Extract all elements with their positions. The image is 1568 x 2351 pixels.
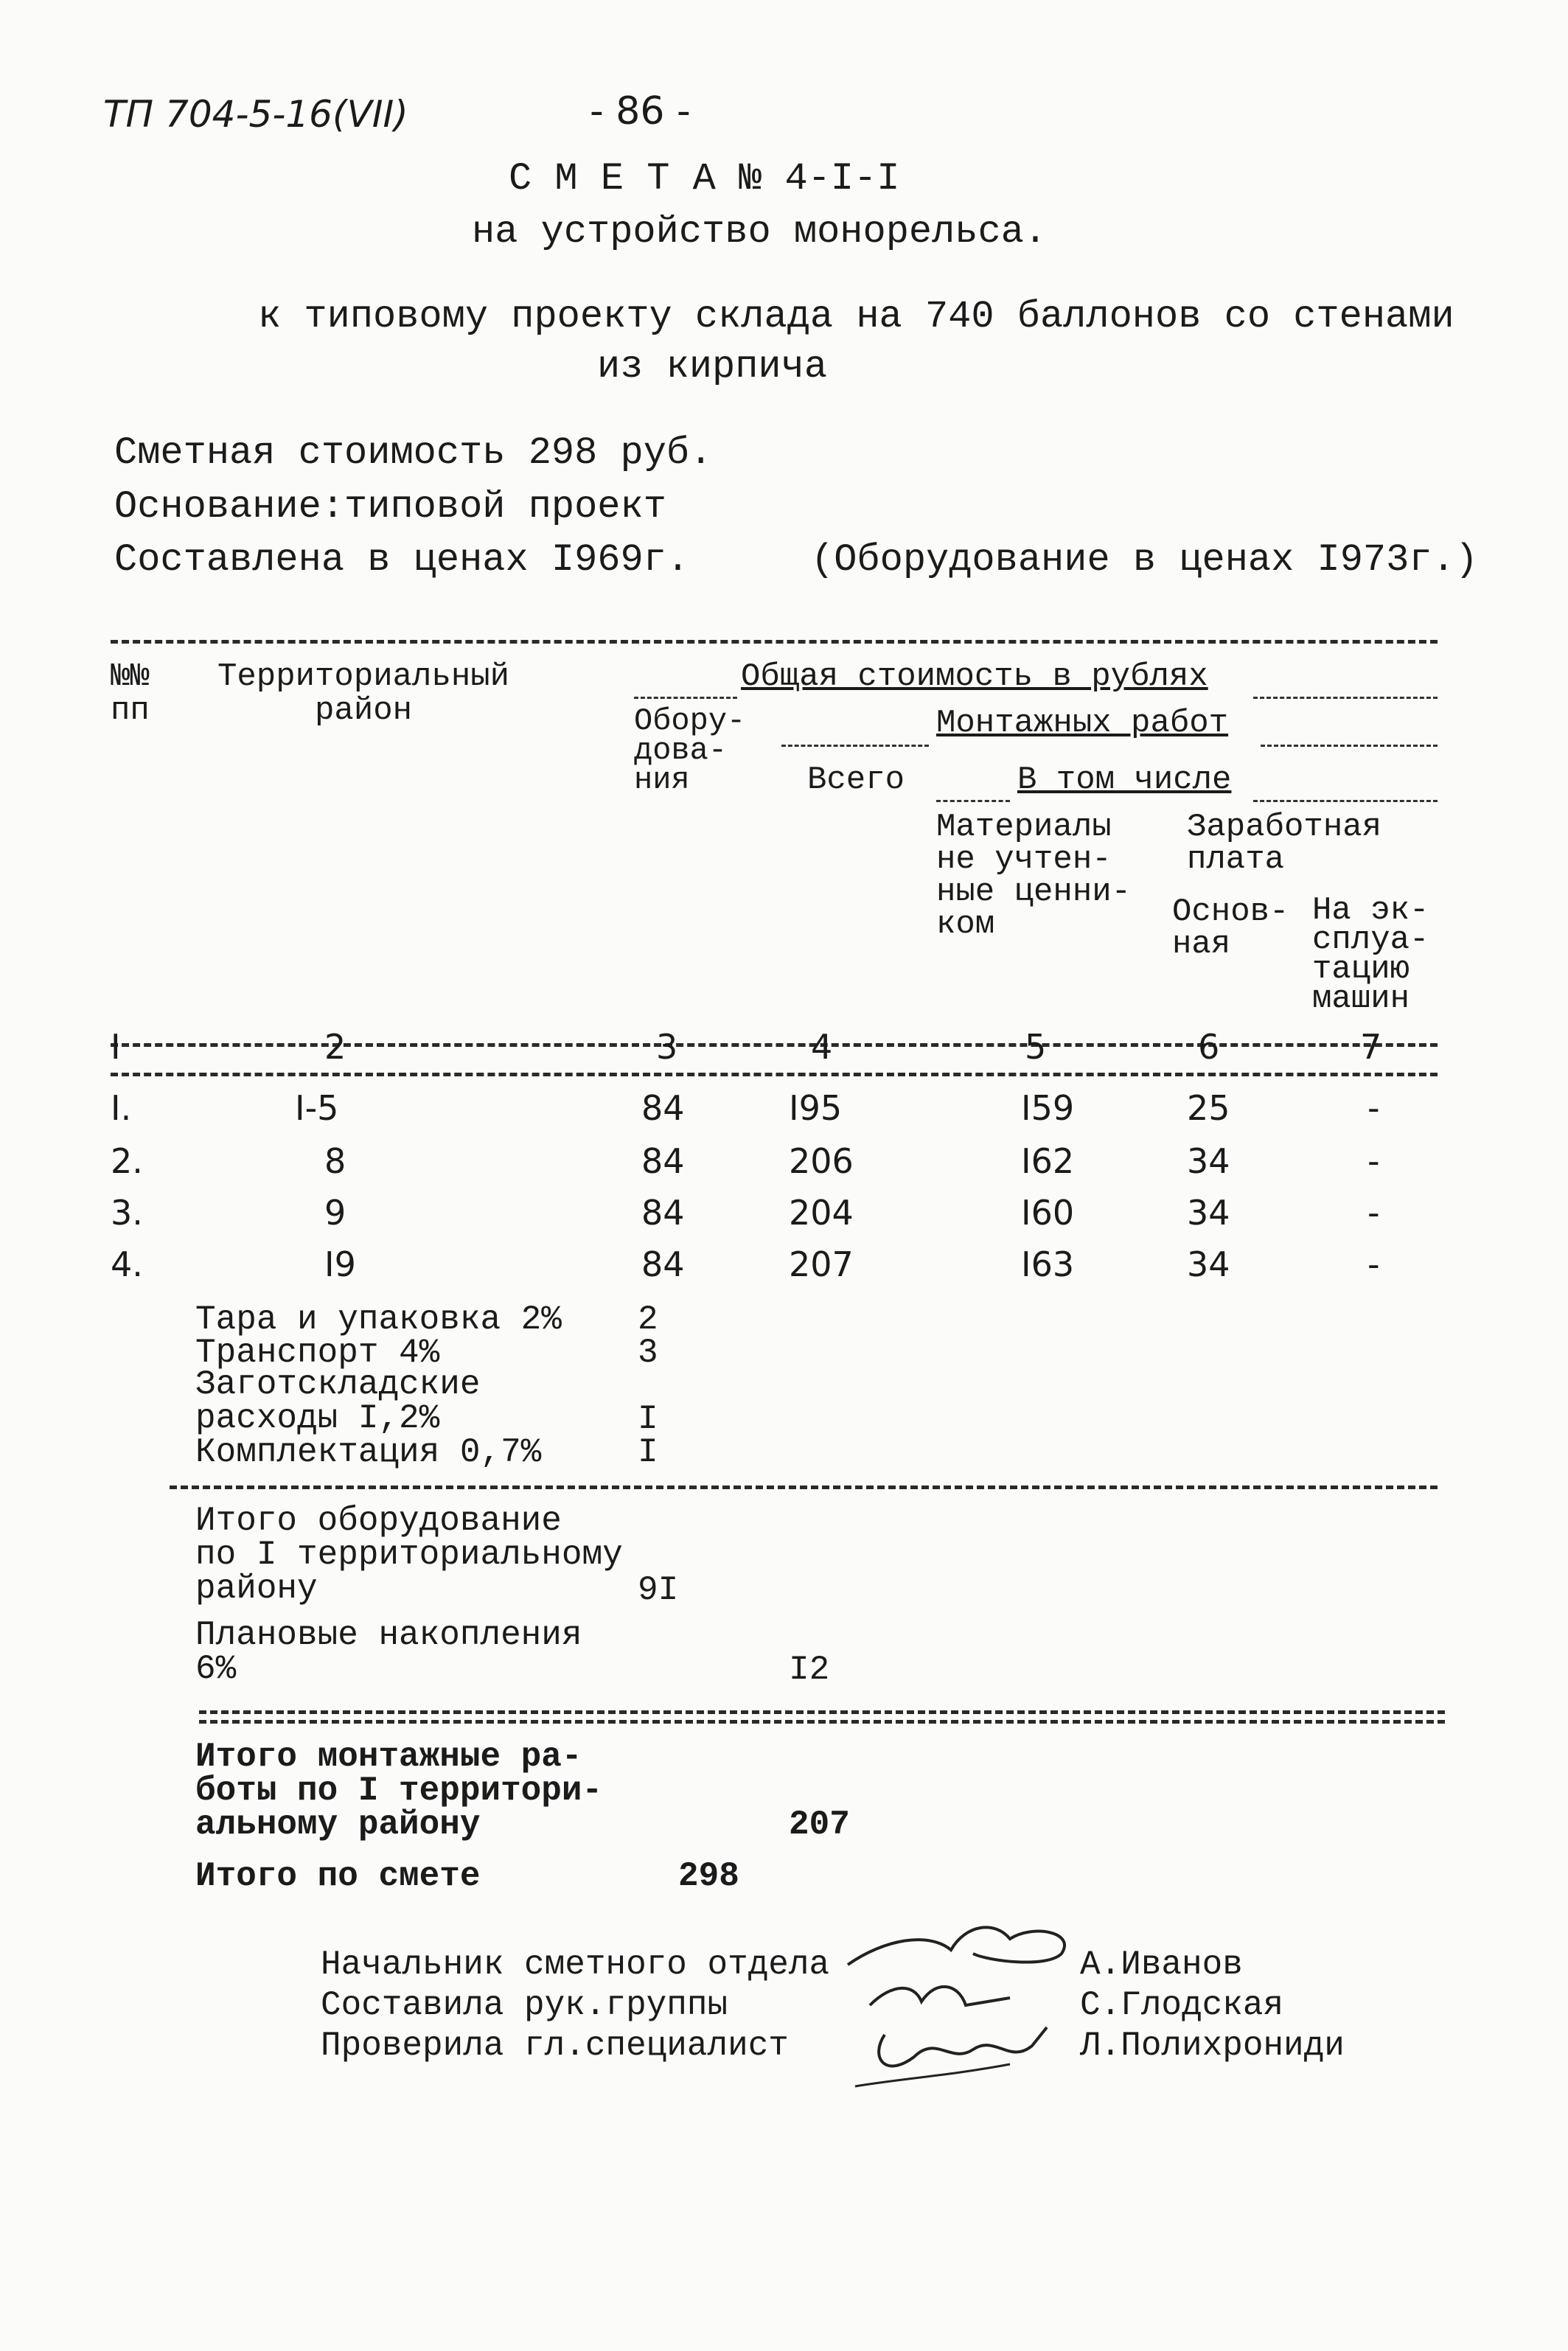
row-salary: 34: [1187, 1193, 1230, 1233]
document-title: С М Е Т А № 4-I-I: [509, 157, 900, 201]
row-equipment: 84: [641, 1193, 685, 1233]
header-basic: Основ- ная: [1172, 894, 1289, 963]
row-materials: I62: [1021, 1141, 1075, 1181]
row-region: I-5: [295, 1088, 339, 1128]
row-number: 4.: [111, 1244, 143, 1284]
row-materials: I59: [1021, 1088, 1075, 1128]
header-total-cost: Общая стоимость в рублях: [741, 658, 1208, 695]
row-total: 207: [789, 1244, 854, 1284]
row-equipment: 84: [641, 1244, 685, 1284]
row-machines: -: [1367, 1088, 1380, 1128]
row-region: I9: [324, 1244, 356, 1284]
equipment-total-label: Итого оборудование по I территориальному району: [195, 1502, 623, 1608]
row-number: 2.: [111, 1141, 143, 1181]
header-rule: [1253, 697, 1438, 699]
header-rule: [1253, 800, 1438, 802]
double-rule: [199, 1710, 1445, 1724]
document-subtitle: на устройство монорельса.: [472, 210, 1048, 254]
col-number-4: 4: [811, 1027, 833, 1067]
extra-label: Транспорт 4%: [195, 1334, 440, 1372]
extra-value: I: [638, 1400, 658, 1438]
row-salary: 25: [1187, 1088, 1230, 1128]
header-rule: [936, 800, 1010, 802]
extra-label: Комплектация 0,7%: [195, 1433, 542, 1471]
header-region: Территориальный район: [217, 658, 510, 729]
row-region: 9: [324, 1193, 346, 1233]
extra-value: 3: [638, 1334, 658, 1372]
column-numbers-bottom-rule: [111, 1073, 1438, 1076]
handwritten-signatures: [840, 1909, 1091, 2101]
planned-savings-label: Плановые накопления 6%: [195, 1616, 582, 1688]
row-materials: I60: [1021, 1193, 1075, 1233]
row-salary: 34: [1187, 1141, 1230, 1181]
installation-total-value: 207: [789, 1805, 850, 1844]
row-total: 204: [789, 1193, 854, 1233]
grand-total-label: Итого по смете: [195, 1857, 481, 1895]
planned-savings-value: I2: [789, 1651, 830, 1689]
row-region: 8: [324, 1141, 346, 1181]
equipment-total-value: 9I: [638, 1571, 679, 1609]
signature-name: Л.Полихрониди: [1080, 2027, 1345, 2065]
header-machines: На эк- сплуа- тацию машин: [1312, 892, 1429, 1017]
col-number-2: 2: [324, 1027, 346, 1067]
row-materials: I63: [1021, 1244, 1075, 1284]
row-number: 3.: [111, 1193, 143, 1233]
signature-role: Составила рук.группы: [321, 1986, 728, 2024]
row-number: I.: [111, 1088, 132, 1128]
prices-year: Составлена в ценах I969г.: [114, 538, 690, 582]
col-number-5: 5: [1025, 1027, 1047, 1067]
header-installation: Монтажных работ: [936, 705, 1229, 742]
table-top-rule: [111, 640, 1438, 644]
estimated-cost: Сметная стоимость 298 руб.: [114, 431, 713, 475]
extra-label: Тара и упаковка 2%: [195, 1300, 562, 1339]
extra-value: 2: [638, 1300, 658, 1339]
header-including: В том числе: [1017, 762, 1232, 798]
project-line-2: из кирпича: [597, 345, 828, 389]
row-machines: -: [1367, 1244, 1380, 1284]
extra-label: Заготскладские расходы I,2%: [195, 1365, 481, 1438]
basis: Основание:типовой проект: [114, 485, 666, 529]
subtotal-rule: [170, 1486, 1438, 1489]
page-number: - 86 -: [590, 89, 691, 133]
installation-total-label: Итого монтажные ра- боты по I территори- альному району: [195, 1738, 603, 1844]
header-all: Всего: [807, 762, 905, 798]
row-equipment: 84: [641, 1088, 685, 1128]
header-equipment: Обору- дова- ния: [634, 703, 746, 798]
document-code: ТП 704-5-16(VII): [103, 93, 408, 136]
project-line-1: к типовому проекту склада на 740 баллонов со стенами: [258, 295, 1454, 338]
row-total: 206: [789, 1141, 854, 1181]
header-rule: [781, 745, 929, 747]
signature-name: С.Глодская: [1080, 1986, 1284, 2024]
signature-role: Начальник сметного отдела: [321, 1946, 830, 1984]
header-rule: [1261, 745, 1438, 747]
row-equipment: 84: [641, 1141, 685, 1181]
header-salary: Заработная плата: [1187, 809, 1382, 878]
grand-total-value: 298: [678, 1857, 739, 1895]
row-salary: 34: [1187, 1244, 1230, 1284]
signature-role: Проверила гл.специалист: [321, 2027, 789, 2065]
equipment-prices-year: (Оборудование в ценах I973г.): [811, 538, 1478, 582]
signature-name: А.Иванов: [1080, 1946, 1243, 1984]
row-machines: -: [1367, 1193, 1380, 1233]
row-total: I95: [789, 1088, 843, 1128]
header-number: №№ пп: [111, 658, 150, 729]
extra-value: I: [638, 1433, 658, 1471]
col-number-7: 7: [1360, 1027, 1382, 1067]
column-numbers-top-rule: [111, 1043, 1438, 1047]
col-number-6: 6: [1198, 1027, 1220, 1067]
row-machines: -: [1367, 1141, 1380, 1181]
col-number-3: 3: [656, 1027, 678, 1067]
header-materials: Материалы не учтен- ные ценни- ком: [936, 809, 1132, 943]
col-number-1: I: [111, 1027, 121, 1067]
header-rule: [634, 697, 737, 699]
